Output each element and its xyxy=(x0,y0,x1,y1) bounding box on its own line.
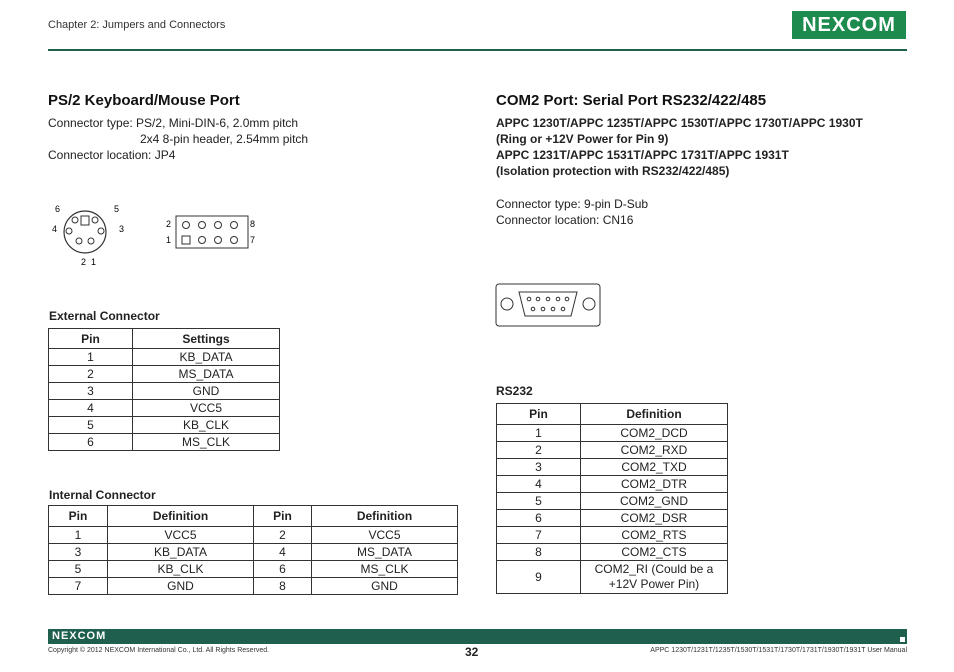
table-row: 1 COM2_DCD xyxy=(497,425,728,442)
internal-connector-label: Internal Connector xyxy=(49,488,156,502)
com2-connector-type: Connector type: 9-pin D-Sub xyxy=(496,197,649,211)
table-row: 3 GND xyxy=(49,383,280,400)
last-def-line-2: +12V Power Pin) xyxy=(608,577,700,591)
table-row: 3 KB_DATA 4 MS_DATA xyxy=(49,544,458,561)
din-pin-6-label: 6 xyxy=(55,204,61,214)
table-row: 8 COM2_CTS xyxy=(497,544,728,561)
header-pin-2-label: 2 xyxy=(166,219,172,229)
com2-section-title: COM2 Port: Serial Port RS232/422/485 xyxy=(496,92,767,109)
internal-connector-table xyxy=(48,505,458,595)
footer-square-icon xyxy=(890,630,897,636)
header-pin-1-label: 1 xyxy=(166,235,172,245)
header-divider xyxy=(48,49,907,51)
table-row: 7 COM2_RTS xyxy=(497,527,728,544)
external-connector-table xyxy=(48,328,280,451)
column-header: Definition xyxy=(312,506,458,527)
din-pin-5-label: 5 xyxy=(114,204,120,214)
table-row: 4 COM2_DTR xyxy=(497,476,728,493)
models-line-2: APPC 1231T/APPC 1531T/APPC 1731T/APPC 1931T xyxy=(496,148,789,162)
table-row: 4 VCC5 xyxy=(49,400,280,417)
column-header: Pin xyxy=(49,329,133,349)
dsub-diagram xyxy=(495,283,601,327)
ps2-section-title: PS/2 Keyboard/Mouse Port xyxy=(48,92,240,109)
table-row: 6 COM2_DSR xyxy=(497,510,728,527)
models-note-2: (Isolation protection with RS232/422/485) xyxy=(496,164,730,178)
table-row: 5 KB_CLK xyxy=(49,417,280,434)
din-pin-4-label: 4 xyxy=(52,224,58,234)
mini-din-diagram xyxy=(48,198,138,270)
table-row: 1 VCC5 2 VCC5 xyxy=(49,527,458,544)
external-connector-label: External Connector xyxy=(49,309,160,323)
header-pin-8-label: 8 xyxy=(250,219,256,229)
column-header: Settings xyxy=(133,329,280,349)
column-header: Pin xyxy=(497,404,581,425)
rs232-label: RS232 xyxy=(496,384,533,398)
din-pin-1-label: 1 xyxy=(91,257,97,267)
column-header: Pin xyxy=(254,506,312,527)
com2-connector-location: Connector location: CN16 xyxy=(496,213,634,227)
table-row: 6 MS_CLK xyxy=(49,434,280,451)
table-row: 9 COM2_RI (Could be a +12V Power Pin) xyxy=(497,561,728,594)
table-row: 2 COM2_RXD xyxy=(497,442,728,459)
footer-square-icon xyxy=(899,636,906,643)
nexcom-logo: NEXCOM xyxy=(792,11,906,39)
last-def-line-1: COM2_RI (Could be a xyxy=(594,562,714,576)
chapter-title: Chapter 2: Jumpers and Connectors xyxy=(48,19,226,31)
table-row: 3 COM2_TXD xyxy=(497,459,728,476)
din-pin-3-label: 3 xyxy=(119,224,125,234)
models-line-1: APPC 1230T/APPC 1235T/APPC 1530T/APPC 1730T/APPC 1930T xyxy=(496,116,863,130)
table-row: 5 COM2_GND xyxy=(497,493,728,510)
table-row: 2 MS_DATA xyxy=(49,366,280,383)
pin-header-diagram xyxy=(162,212,262,252)
table-row: 5 KB_CLK 6 MS_CLK xyxy=(49,561,458,578)
copyright: Copyright © 2012 NEXCOM International Co., Ltd. All Rights Reserved. xyxy=(48,647,270,654)
ps2-connector-location: Connector location: JP4 xyxy=(48,148,176,162)
ps2-connector-type-2: 2x4 8-pin header, 2.54mm pitch xyxy=(140,132,309,146)
page-number: 32 xyxy=(465,645,479,659)
column-header: Definition xyxy=(581,404,728,425)
manual-title: APPC 1230T/1231T/1235T/1530T/1531T/1730T/1731T/1930T/1931T User Manual xyxy=(650,647,907,654)
table-row: 7 GND 8 GND xyxy=(49,578,458,595)
din-pin-2-label: 2 xyxy=(81,257,87,267)
models-note-1: (Ring or +12V Power for Pin 9) xyxy=(496,132,669,146)
footer-bar xyxy=(48,629,907,644)
rs232-table xyxy=(496,403,728,594)
ps2-connector-type: Connector type: PS/2, Mini-DIN-6, 2.0mm pitch xyxy=(48,116,299,130)
column-header: Pin xyxy=(49,506,108,527)
column-header: Definition xyxy=(108,506,254,527)
footer-logo: NEXCOM xyxy=(52,630,107,642)
table-row: 1 KB_DATA xyxy=(49,349,280,366)
header-pin-7-label: 7 xyxy=(250,235,256,245)
